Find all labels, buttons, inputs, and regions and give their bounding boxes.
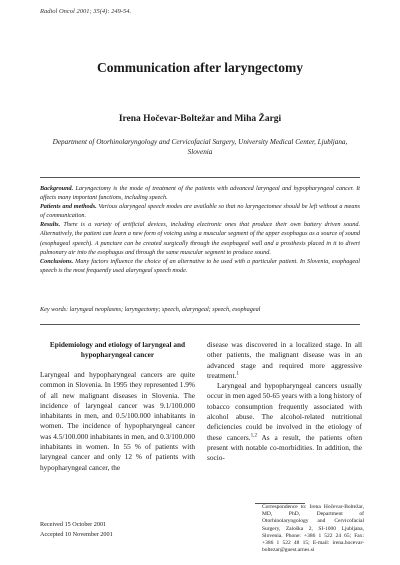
abstract-methods-label: Patients and methods.	[40, 203, 97, 211]
left-column	[40, 340, 195, 473]
reference-superscript: 1	[236, 370, 239, 377]
abstract-methods	[40, 202, 360, 220]
article-authors: Irena Hočevar-Boltežar and Miha Žargi	[118, 114, 282, 124]
article-dates	[40, 520, 113, 540]
reference-superscript: 1,2	[250, 432, 257, 439]
abstract-results-text: There is a variety of artificial devices, including electronic ones that produce their own battery driven sound. Alternatively, the patient can learn a new form of voicing using a muscular segment of the upper esophagus as a source of sound (esophageal speech). A puncture can be created surgically through the esophageal wall and a prosthesis placed in it to divert pulmonary air into the esophagus and through the same muscular segment to produce sound.	[40, 221, 360, 256]
abstract-bottom-rule	[40, 324, 360, 325]
abstract-results-label: Results.	[40, 221, 61, 229]
abstract-background	[40, 184, 360, 202]
right-paragraph-1-text: disease was discovered in a localized stage. In all other patients, the malignant disease was in an advanced stage and required more aggressive treatment.	[207, 340, 362, 380]
abstract-background-label: Background.	[40, 185, 74, 192]
abstract-conclusions	[40, 257, 360, 275]
right-paragraph-2-continuation: As a result, the patients often present with notable co-morbidities. In addition, the socio-	[207, 432, 363, 463]
right-paragraph-2	[207, 381, 362, 463]
article-title: Communication after laryngectomy	[97, 60, 303, 75]
right-paragraph-2-text: Laryngeal and hypopharyngeal cancers usually occur in men aged 50-65 years with a long history of tobacco consumption frequently associated with alcohol abuse. The alcohol-related nutritional deficiencies could be involved in the etiology of these cancers.	[207, 381, 362, 442]
abstract-top-rule	[40, 177, 360, 178]
abstract-conclusions-text: Many factors influence the choice of an alternative to be used with a particular patient. In Slovenia, esophageal speech is the most frequently used alaryngeal speech mode.	[40, 257, 360, 274]
right-paragraph-1	[207, 340, 362, 381]
author-affiliation: Department of Otorhinolaryngology and Cervicofacial Surgery, University Medical Center, Ljubljana, Slovenia	[52, 138, 348, 156]
abstract-results	[40, 220, 360, 256]
correspondence-note: Correspondence to: Irena Hočevar-Boltežar, MD, PhD, Department of Otorhinolaryngology and Cervicofacial Surgery, Zaloška 2, SI-1000 Ljubljana, Slovenia. Phone: +386 1 522 24 65; Fax: +386 1 522 48 15; E-mail: irena.hocevar-boltezar@guest.arnes.si	[262, 504, 364, 554]
journal-citation: Radiol Oncol 2001; 35(4): 249-54.	[40, 8, 132, 15]
right-column	[207, 340, 362, 464]
keywords: Key words: laryngeal neoplasms; laryngectomy; speech, alaryngeal; speech, esophageal	[40, 306, 261, 313]
abstract-background-text: Laryngectomy is the mode of treatment of the patients with advanced laryngeal and hypopharyngeal cancer. It affects many important functions, including speech.	[40, 185, 360, 202]
abstract	[40, 184, 360, 275]
section-heading: Epidemiology and etiology of laryngeal and hypopharyngeal cancer	[49, 340, 186, 359]
abstract-methods-text: Various alaryngeal speech modes are available so that no laryngectomee should be left without a means of communication.	[40, 203, 361, 220]
abstract-conclusions-label: Conclusions.	[40, 257, 74, 265]
accepted-date: Accepted 10 November 2001	[40, 531, 113, 538]
left-paragraph: Laryngeal and hypopharyngeal cancers are quite common in Slovenia. In 1995 they represented 1.9% of all new malignant diseases in Slovenia. The incidence of laryngeal cancer was 9.1/100.000 inhabitants in men, and 0.5/100.000 inhabitants in women. The incidence of hypopharyngeal cancer was 4.5/100.000 inhabitants in men, and 0.3/100.000 inhabitants in women. In 55 % of patients with laryngeal cancer and only 12 % of patients with hypopharyngeal cancer, the	[40, 370, 195, 472]
received-date: Received 15 October 2001	[40, 521, 107, 528]
